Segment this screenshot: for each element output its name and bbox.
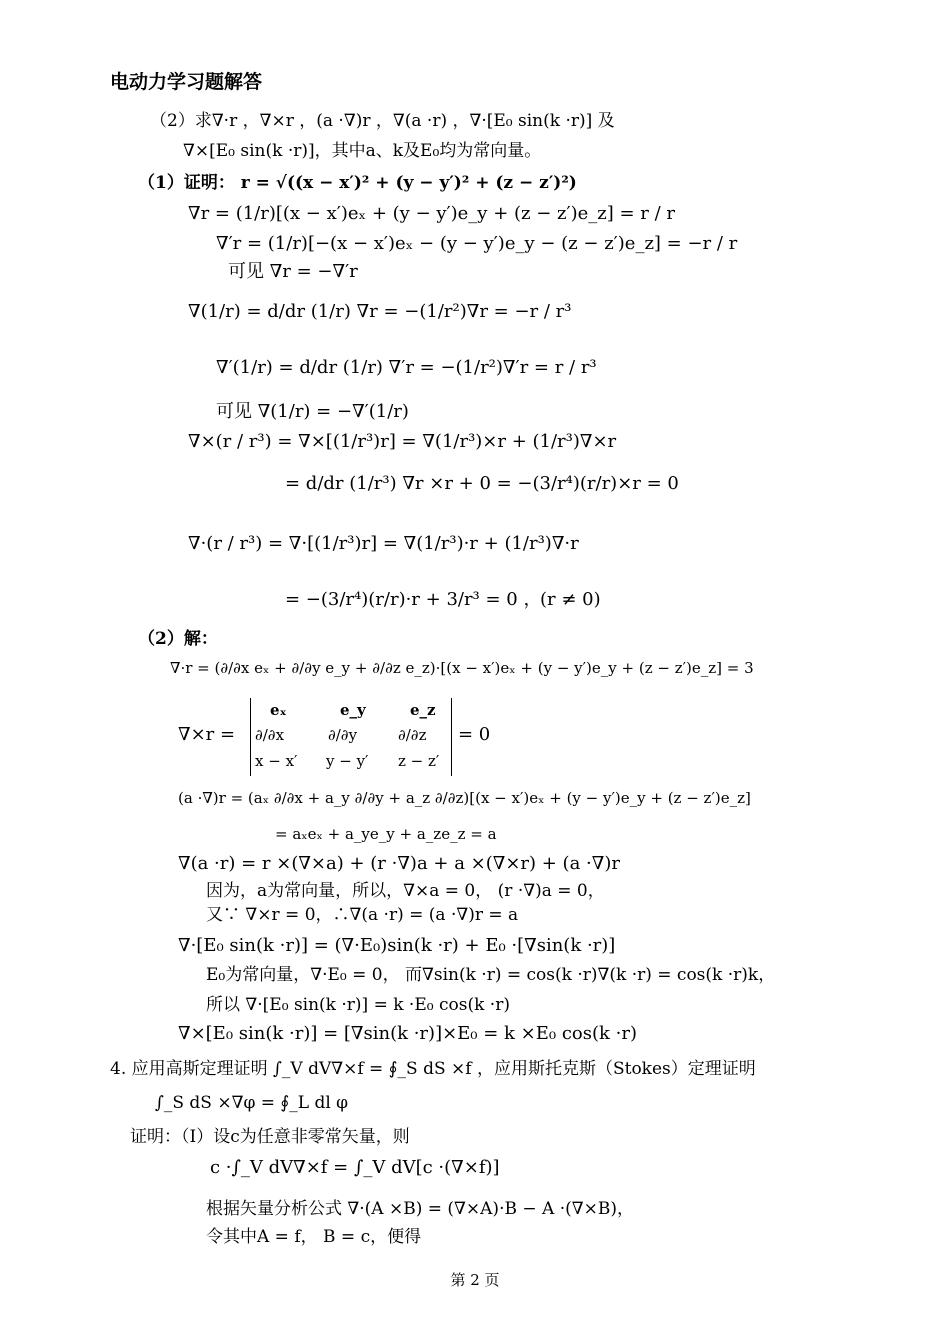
explanation-so-div: 所以 ∇·[E₀ sin(k ·r)] = k ·E₀ cos(k ·r) — [206, 995, 510, 1015]
explanation-therefore: 又∵ ∇×r = 0，∴∇(a ·r) = (a ·∇)r = a — [206, 905, 519, 925]
equation-div-result: = −(3/r⁴)(r/r)·r + 3/r³ = 0 ， — [285, 589, 542, 610]
equation-a-dot-grad-r: (a ·∇)r = (aₓ ∂/∂x + a_y ∂/∂y + a_z ∂/∂z)[(x − x′)eₓ + (y − y′)e_y + (z − z′)e_z] — [178, 789, 751, 807]
equation-grad-a-dot-r: ∇(a ·r) = r ×(∇×a) + (r ·∇)a + a ×(∇×r) + (a ·∇)r — [178, 853, 620, 874]
det-cell-dy: ∂/∂y — [328, 726, 358, 744]
explanation-vector-identity: 根据矢量分析公式 ∇·(A ×B) = (∇×A)·B − A ·(∇×B)， — [206, 1199, 634, 1219]
condition-r-nonzero: (r ≠ 0) — [540, 589, 601, 610]
equation-grad-prime-r: ∇′r = (1/r)[−(x − x′)eₓ − (y − y′)e_y − (z − z′)e_z] = −r / r — [216, 233, 738, 254]
problem-4-statement: 4. 应用高斯定理证明 ∫_V dV∇×f = ∮_S dS ×f ，应用斯托克斯（Stokes）定理证明 — [110, 1059, 756, 1079]
equation-c-dot-integral: c ·∫_V dV∇×f = ∫_V dV[c ·(∇×f)] — [210, 1157, 500, 1178]
equation-curl-result: = d/dr (1/r³) ∇r ×r + 0 = −(3/r⁴)(r/r)×r = 0 — [285, 473, 679, 494]
determinant-left-bar — [250, 698, 251, 776]
det-cell-ex: eₓ — [270, 701, 287, 719]
problem-statement-line-2: ∇×[E₀ sin(k ·r)]，其中a、k及E₀均为常向量。 — [183, 141, 542, 161]
equation-conclusion-2: 可见 ∇(1/r) = −∇′(1/r) — [216, 401, 409, 422]
page-header: 电动力学习题解答 — [110, 71, 263, 93]
det-cell-y: y − y′ — [326, 752, 369, 770]
equation-grad-inv-r: ∇(1/r) = d/dr (1/r) ∇r = −(1/r²)∇r = −r / r³ — [188, 301, 572, 322]
problem-statement-line-1: （2）求∇·r ，∇×r ，(a ·∇)r ，∇(a ·r) ，∇·[E₀ sin(k ·r)] 及 — [150, 111, 615, 131]
equation-conclusion-1: 可见 ∇r = −∇′r — [228, 261, 358, 282]
equation-div-e0-sin: ∇·[E₀ sin(k ·r)] = (∇·E₀)sin(k ·r) + E₀ ·[∇sin(k ·r)] — [178, 935, 616, 956]
det-cell-dz: ∂/∂z — [398, 726, 427, 744]
solution-part-2-label: （2）解： — [138, 629, 218, 649]
equation-grad-prime-inv-r: ∇′(1/r) = d/dr (1/r) ∇′r = −(1/r²)∇′r = r / r³ — [216, 357, 597, 378]
equation-curl-r-over-r3: ∇×(r / r³) = ∇×[(1/r³)r] = ∇(1/r³)×r + (1/r³)∇×r — [188, 431, 617, 452]
explanation-a-constant: 因为，a为常向量，所以，∇×a = 0， (r ·∇)a = 0， — [206, 881, 605, 901]
page-footer: 第 2 页 — [450, 1271, 500, 1289]
equation-grad-r: ∇r = (1/r)[(x − x′)eₓ + (y − y′)e_y + (z − z′)e_z] = r / r — [188, 203, 676, 224]
explanation-substitution: 令其中A = f， B = c，便得 — [206, 1227, 422, 1247]
det-cell-x: x − x′ — [255, 752, 298, 770]
det-cell-dx: ∂/∂x — [255, 726, 285, 744]
determinant-right-bar — [451, 698, 452, 776]
det-cell-ez: e_z — [410, 701, 436, 719]
proof-part-1-label: （1）证明： r = √((x − x′)² + (y − y′)² + (z − z′)²) — [138, 173, 577, 193]
equation-curl-r-result: = 0 — [458, 724, 491, 745]
det-cell-ey: e_y — [340, 701, 366, 719]
problem-4-stokes: ∫_S dS ×∇φ = ∮_L dl φ — [155, 1093, 349, 1113]
det-cell-z: z − z′ — [398, 752, 440, 770]
proof-part-i-label: 证明：（I）设c为任意非零常矢量，则 — [130, 1127, 410, 1147]
equation-a-dot-grad-r-result: = aₓeₓ + a_ye_y + a_ze_z = a — [275, 825, 497, 843]
equation-div-r: ∇·r = (∂/∂x eₓ + ∂/∂y e_y + ∂/∂z e_z)·[(x − x′)eₓ + (y − y′)e_y + (z − z′)e_z] = 3 — [170, 659, 754, 677]
equation-curl-r-lhs: ∇×r = — [178, 724, 236, 745]
equation-div-r-over-r3: ∇·(r / r³) = ∇·[(1/r³)r] = ∇(1/r³)·r + (1/r³)∇·r — [188, 533, 579, 554]
explanation-e0-constant: E₀为常向量，∇·E₀ = 0， 而∇sin(k ·r) = cos(k ·r)∇(k ·r) = cos(k ·r)k， — [206, 965, 776, 985]
equation-curl-e0-sin: ∇×[E₀ sin(k ·r)] = [∇sin(k ·r)]×E₀ = k ×E₀ cos(k ·r) — [178, 1023, 637, 1044]
